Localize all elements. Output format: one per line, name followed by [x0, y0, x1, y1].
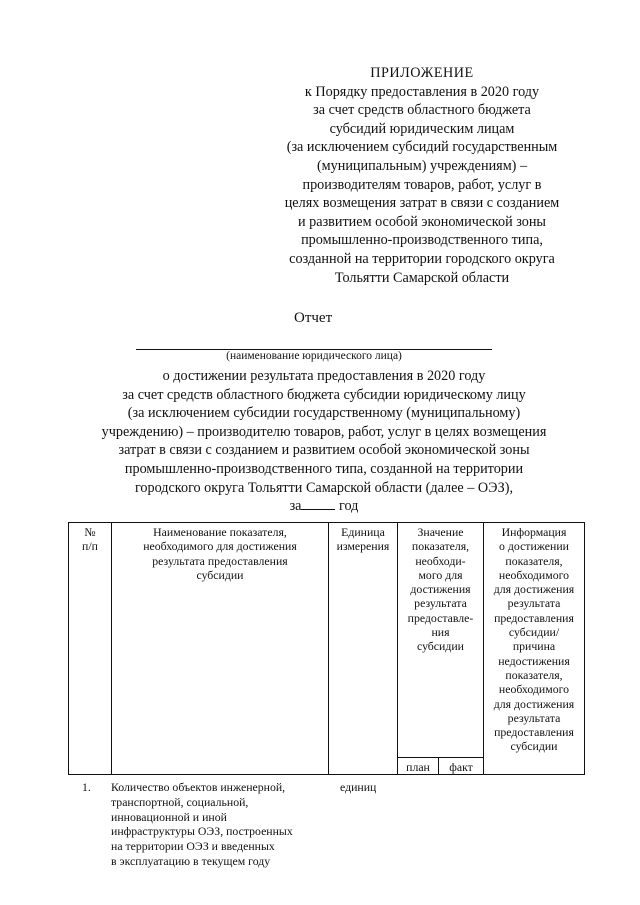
appendix-heading: [262, 64, 582, 287]
appendix-line: созданной на территории городского округа: [289, 250, 555, 267]
appendix-line: производителям товаров, работ, услуг в: [302, 176, 542, 193]
report-line: учреждению) – производителю товаров, работ, услуг в целях возмещения: [101, 423, 547, 440]
header-text: необходимого: [498, 682, 570, 697]
header-text: Наименование показателя,: [153, 525, 287, 539]
header-text: причина: [512, 639, 556, 654]
report-line: о достижении результата предоставления в 2020 году: [162, 368, 486, 384]
report-line: промышленно-производственного типа, созданной на территории: [124, 460, 524, 477]
header-unit: [329, 523, 398, 775]
row-text: инновационной и иной: [111, 809, 227, 824]
appendix-line: Тольятти Самарской области: [334, 269, 510, 286]
report-year-line: [60, 497, 588, 516]
year-blank: [301, 497, 335, 510]
row-unit: единиц: [340, 780, 377, 794]
indicator-table: [68, 522, 585, 775]
header-text: необходимого для достижения: [143, 539, 297, 554]
header-text: Информация: [501, 525, 567, 539]
row-number: 1.: [82, 780, 91, 794]
header-plan: план: [398, 758, 439, 775]
header-text: субсидии: [510, 739, 558, 754]
header-text: необходи-: [415, 553, 466, 568]
appendix-line: промышленно-производственного типа,: [301, 232, 543, 249]
appendix-line: субсидий юридическим лицам: [329, 120, 515, 137]
row-text: транспортной, социальной,: [111, 794, 249, 809]
header-text: субсидии: [196, 567, 244, 582]
header-text: результата: [414, 596, 467, 611]
header-text: показателя,: [411, 539, 470, 554]
legal-entity-name-caption: (наименование юридического лица): [226, 350, 402, 362]
row-text: Количество объектов инженерной,: [111, 780, 286, 794]
row-text: на территории ОЭЗ и введенных: [111, 839, 275, 854]
report-line: (за исключением субсидии государственному (муниципальному): [127, 405, 521, 422]
header-text: ния: [431, 625, 450, 640]
table-header-row: [69, 523, 585, 758]
header-text: п/п: [82, 539, 98, 554]
report-line: городского округа Тольятти Самарской области (далее – ОЭЗ),: [134, 479, 514, 496]
header-value: [398, 523, 484, 758]
header-text: необходимого: [498, 567, 570, 582]
appendix-line: (муниципальным) учреждениям) –: [316, 157, 528, 174]
row-text: в эксплуатацию в текущем году: [111, 853, 271, 868]
header-text: предоставле-: [407, 610, 474, 625]
header-text: достижения: [410, 582, 471, 597]
header-text: субсидии: [416, 639, 464, 654]
header-text: Значение: [417, 525, 464, 539]
report-line: затрат в связи с созданием и развитием особой экономической зоны: [118, 442, 530, 459]
header-text: для достижения: [493, 696, 575, 711]
appendix-title: ПРИЛОЖЕНИЕ: [370, 65, 474, 81]
appendix-line: (за исключением субсидий государственным: [286, 139, 558, 156]
appendix-line: и развитием особой экономической зоны: [298, 213, 546, 230]
header-text: результата: [507, 710, 561, 725]
header-fact: факт: [439, 758, 484, 775]
appendix-line: целях возмещения затрат в связи с созданием: [284, 195, 560, 212]
header-text: субсидии/: [508, 625, 560, 640]
year-suffix: год: [339, 498, 359, 515]
header-text: о достижении: [499, 539, 569, 554]
header-text: показателя,: [505, 553, 563, 568]
header-text: мого для: [418, 567, 463, 582]
year-prefix: за: [289, 498, 302, 515]
header-text: Единица: [341, 525, 385, 539]
header-info: [484, 523, 585, 775]
header-text: показателя,: [505, 667, 563, 682]
header-text: предоставления: [494, 725, 574, 740]
header-text: недостижения: [498, 653, 570, 668]
report-line: за счет средств областного бюджета субсидии юридическому лицу: [122, 386, 526, 403]
header-indicator-name: [112, 523, 329, 775]
row-text: инфраструктуры ОЭЗ, построенных: [111, 824, 293, 839]
report-description: [60, 367, 588, 516]
header-text: результата предоставления: [152, 553, 288, 568]
header-num: [69, 523, 112, 775]
header-text: для достижения: [493, 582, 575, 597]
report-title: Отчет: [294, 310, 333, 326]
row-indicator-name: [111, 780, 316, 869]
header-text: №: [84, 525, 96, 539]
header-text: измерения: [336, 539, 390, 554]
appendix-line: к Порядку предоставления в 2020 году: [304, 83, 540, 100]
header-text: результата: [507, 596, 561, 611]
header-text: предоставления: [494, 610, 574, 625]
appendix-line: за счет средств областного бюджета: [313, 102, 531, 119]
